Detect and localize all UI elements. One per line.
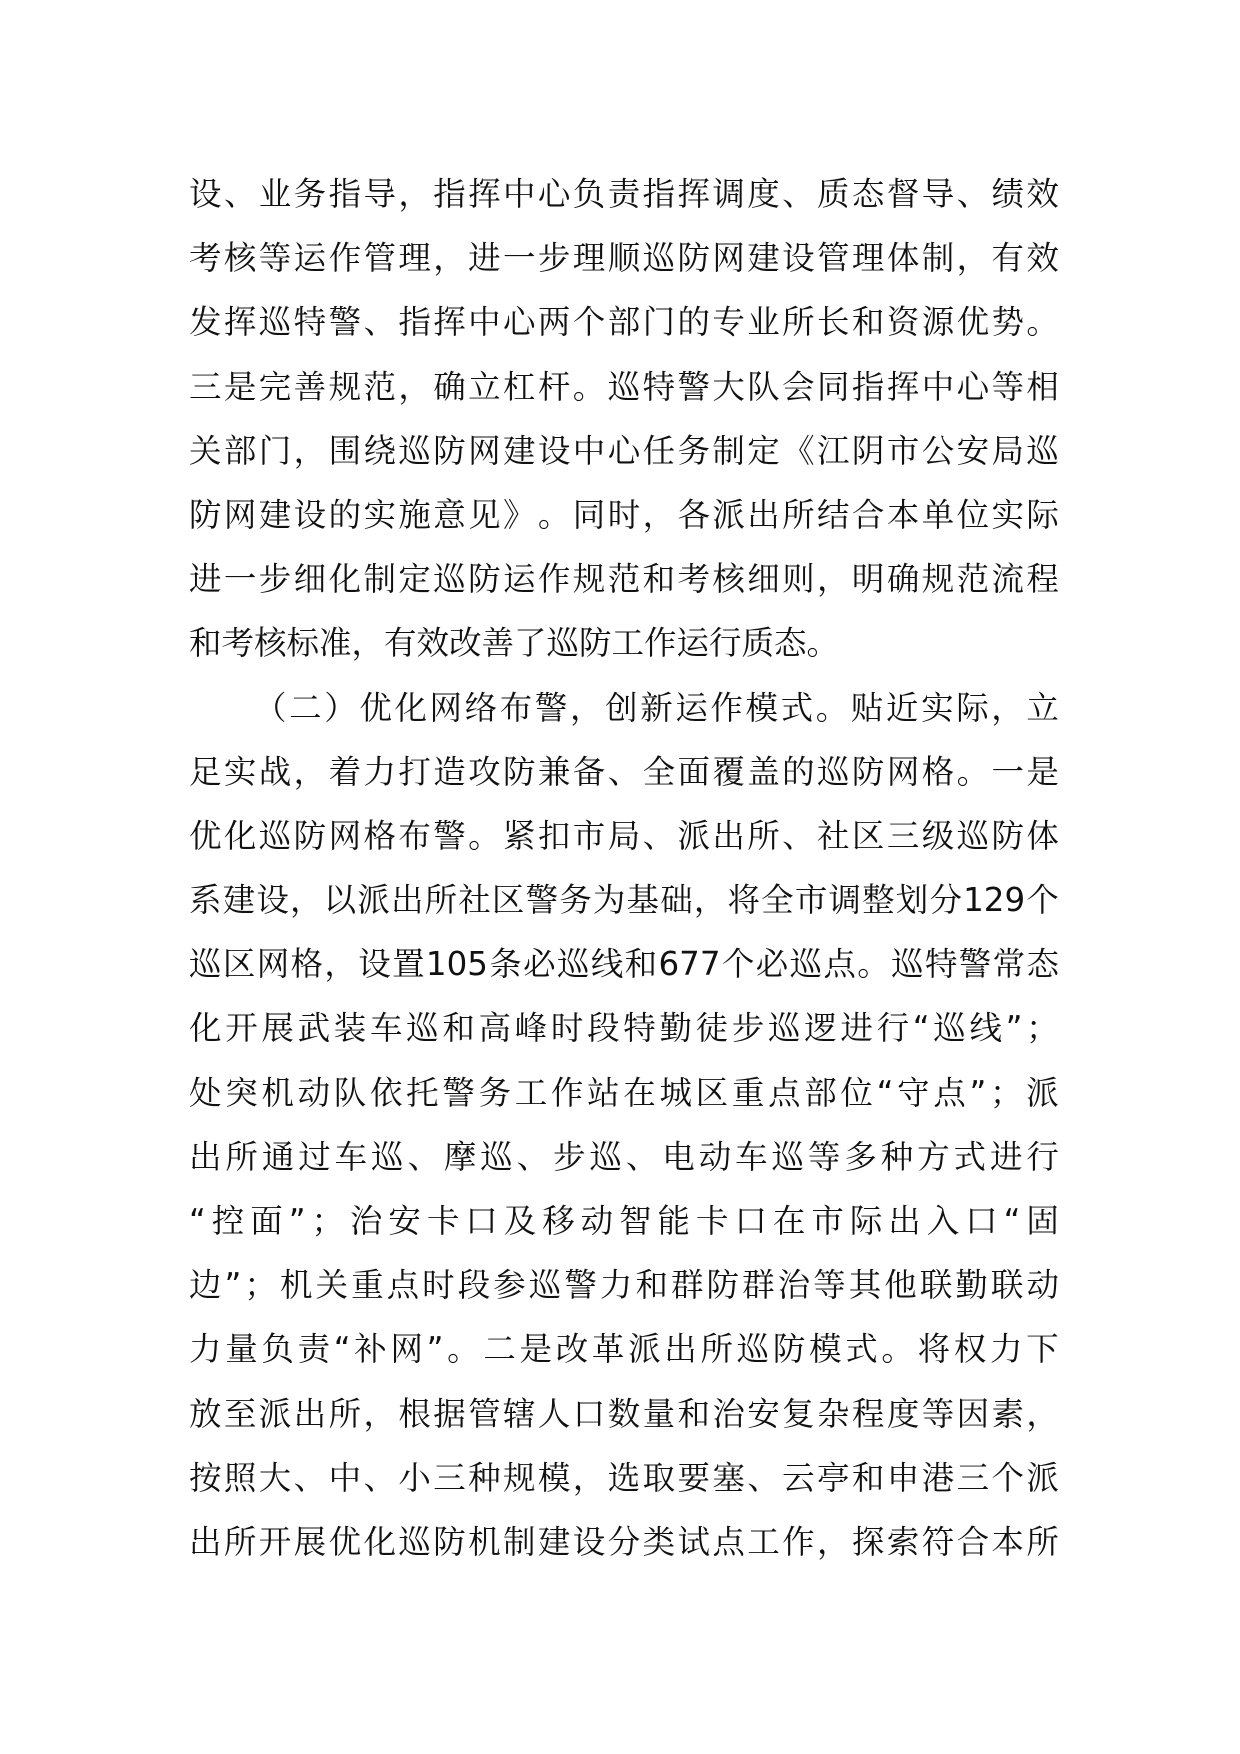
text-line: “ 控 面 ” ； 治 安 卡 口 及 移 动 智 能 卡 口 在 市 际 出 入 口 “ 固 bbox=[189, 1202, 1059, 1240]
text-line: 系 建 设 ， 以 派 出 所 社 区 警 务 为 基 础 ， 将 全 市 调 整 划 分 129 个 bbox=[189, 881, 1059, 920]
text-line: 出 所 开 展 优 化 巡 防 机 制 建 设 分 类 试 点 工 作 ， 探 索 符 合 本 所 bbox=[189, 1522, 1059, 1561]
text-line: 进 一 步 细 化 制 定 巡 防 运 作 规 范 和 考 核 细 则 ， 明 确 规 范 流 程 bbox=[189, 560, 1059, 599]
text-line: 力 量 负 责 “ 补 网 ” 。 二 是 改 革 派 出 所 巡 防 模 式 。 将 权 力 下 bbox=[189, 1330, 1059, 1369]
text-line: 关 部 门 ， 围 绕 巡 防 网 建 设 中 心 任 务 制 定 《 江 阴 市 公 安 局 巡 bbox=[189, 431, 1059, 470]
text-line: 和考核标准，有效改善了巡防工作运行质态。 bbox=[189, 624, 840, 663]
text-line: 设 、 业 务 指 导 ， 指 挥 中 心 负 责 指 挥 调 度 、 质 态 督 导 、 绩 效 bbox=[189, 175, 1059, 213]
text-line: 优 化 巡 防 网 格 布 警 。 紧 扣 市 局 、 派 出 所 、 社 区 三 级 巡 防 体 bbox=[189, 816, 1059, 855]
text-line: （ 二 ） 优 化 网 络 布 警 ， 创 新 运 作 模 式 。 贴 近 实 际 ， 立 bbox=[254, 688, 1059, 727]
text-line: 处 突 机 动 队 依 托 警 务 工 作 站 在 城 区 重 点 部 位 “ 守 点 ” ； 派 bbox=[189, 1073, 1059, 1112]
text-line: 足 实 战 ， 着 力 打 造 攻 防 兼 备 、 全 面 覆 盖 的 巡 防 网 格 。 一 是 bbox=[189, 752, 1059, 791]
text-line: 考 核 等 运 作 管 理 ， 进 一 步 理 顺 巡 防 网 建 设 管 理 体 制 ， 有 效 bbox=[189, 239, 1059, 278]
text-line: 巡 区 网 格 ， 设 置 105 条 必 巡 线 和 677 个 必 巡 点 。 巡 特 警 常 态 bbox=[189, 945, 1059, 984]
text-line: 边 ” ； 机 关 重 点 时 段 参 巡 警 力 和 群 防 群 治 等 其 他 联 勤 联 动 bbox=[189, 1266, 1059, 1305]
text-line: 放 至 派 出 所 ， 根 据 管 辖 人 口 数 量 和 治 安 复 杂 程 度 等 因 素 ， bbox=[189, 1394, 1059, 1433]
text-line: 按 照 大 、 中 、 小 三 种 规 模 ， 选 取 要 塞 、 云 亭 和 申 港 三 个 派 bbox=[189, 1458, 1059, 1497]
text-line: 化 开 展 武 装 车 巡 和 高 峰 时 段 特 勤 徒 步 巡 逻 进 行 “ 巡 线 ” ； bbox=[189, 1009, 1059, 1048]
text-line: 防 网 建 设 的 实 施 意 见 》 。 同 时 ， 各 派 出 所 结 合 本 单 位 实 际 bbox=[189, 495, 1059, 534]
body-text bbox=[189, 162, 1059, 1574]
text-line: 出 所 通 过 车 巡 、 摩 巡 、 步 巡 、 电 动 车 巡 等 多 种 方 式 进 行 bbox=[189, 1137, 1059, 1176]
text-line: 发 挥 巡 特 警 、 指 挥 中 心 两 个 部 门 的 专 业 所 长 和 资 源 优 势 。 bbox=[189, 303, 1059, 342]
text-line: 三 是 完 善 规 范 ， 确 立 杠 杆 。 巡 特 警 大 队 会 同 指 挥 中 心 等 相 bbox=[189, 367, 1059, 406]
